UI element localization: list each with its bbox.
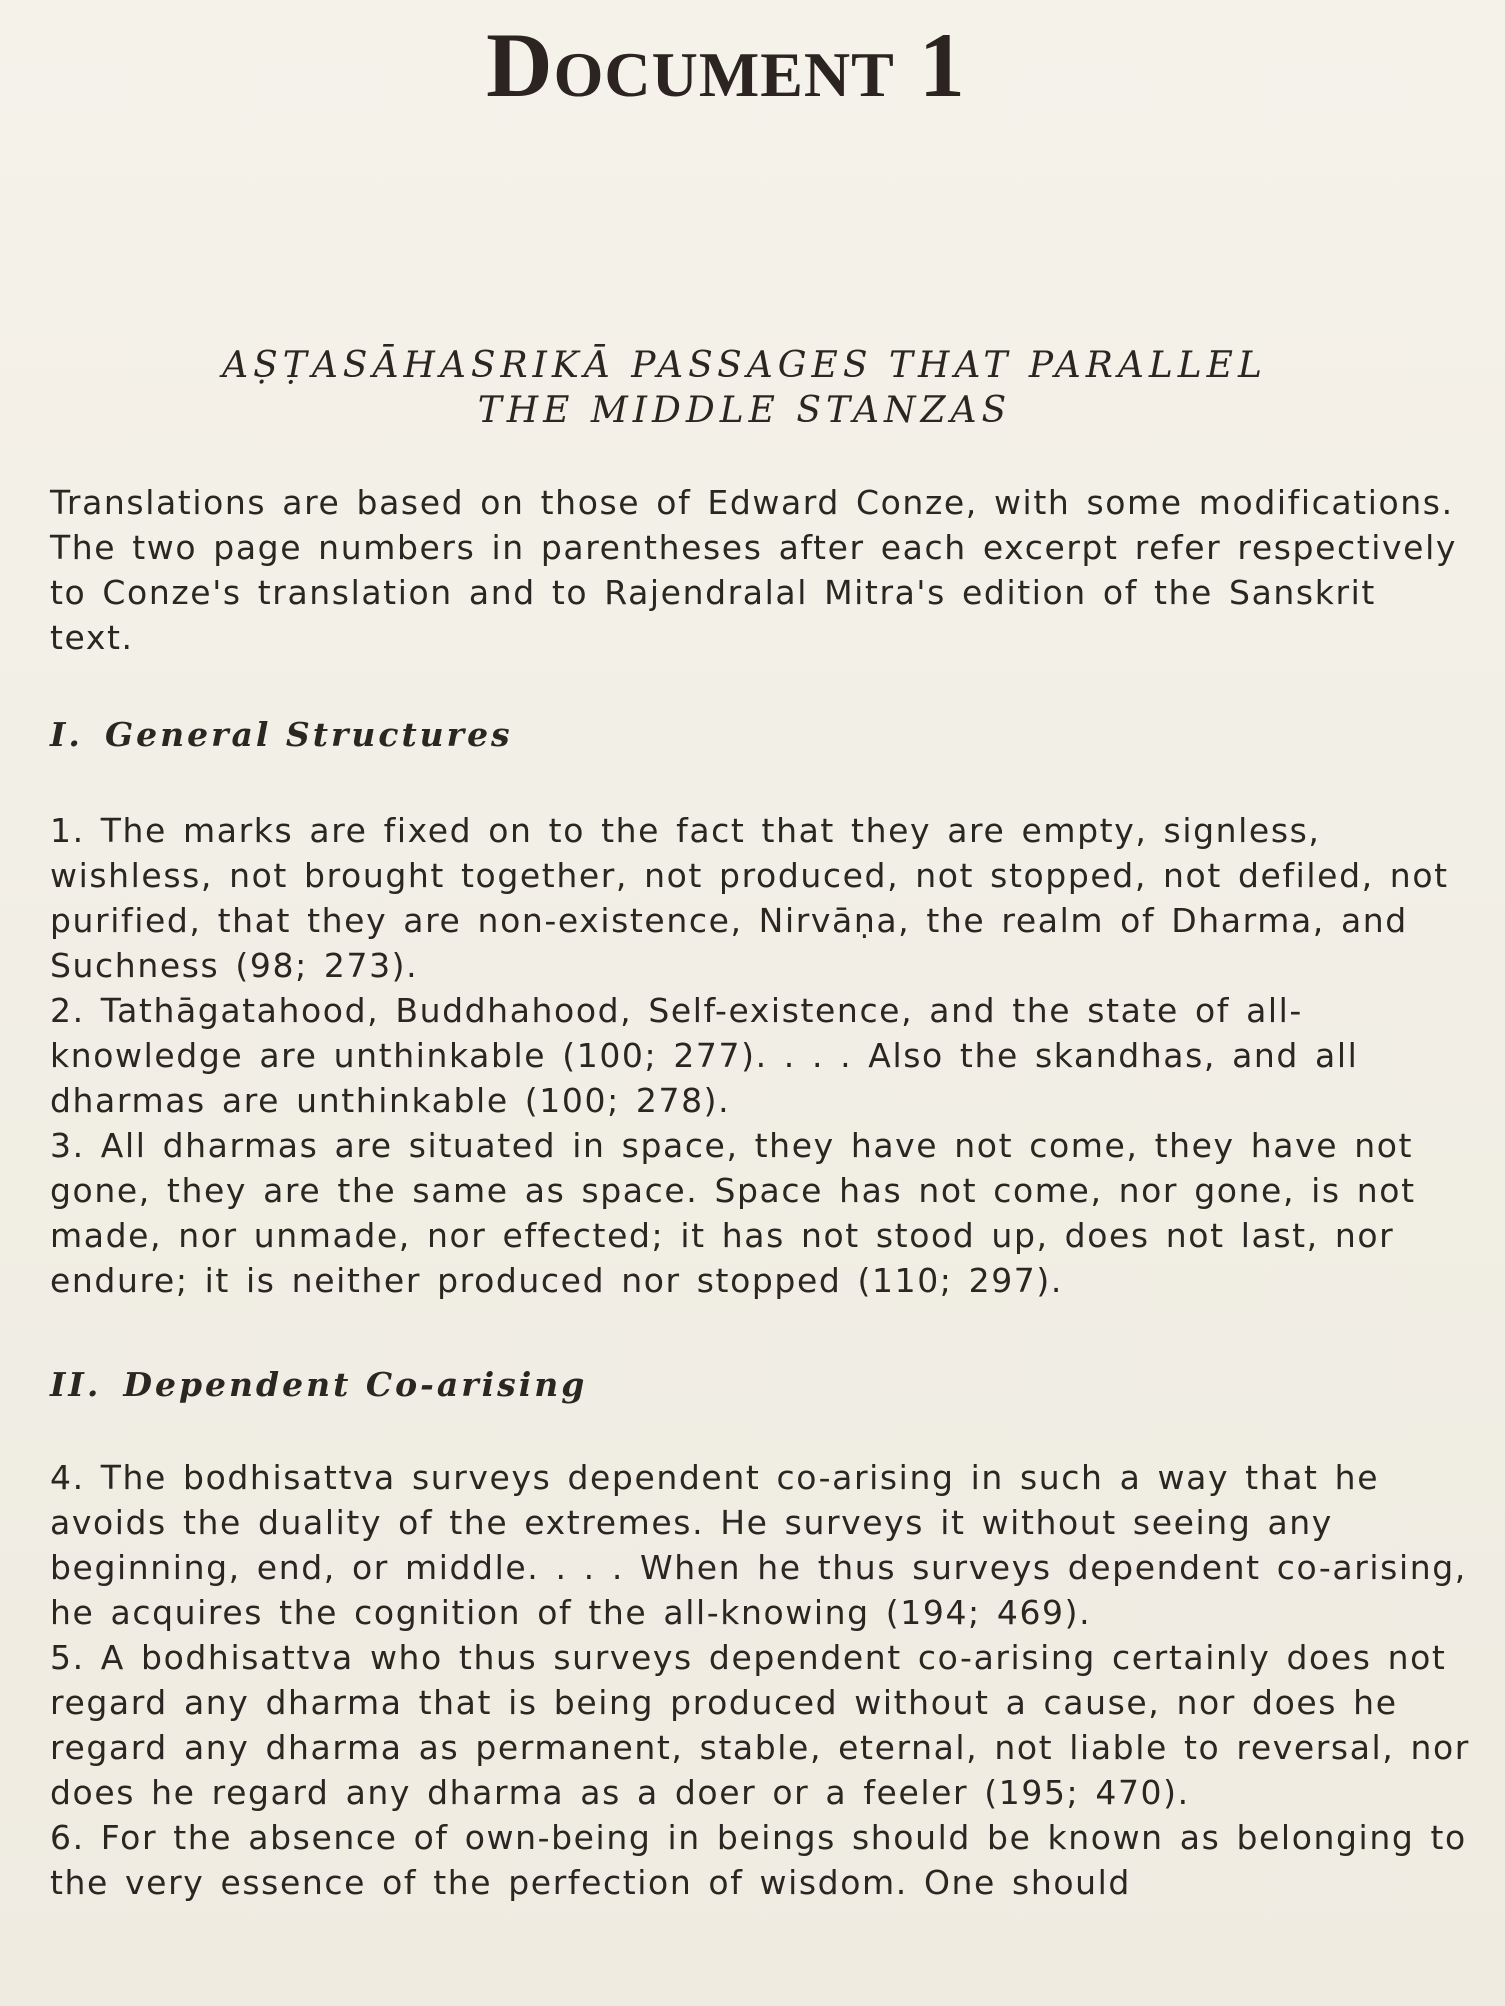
list-item bbox=[50, 988, 1470, 1123]
document-title: Document 1 bbox=[486, 14, 966, 116]
item-number: 2. bbox=[50, 991, 85, 1030]
item-number: 6. bbox=[50, 1818, 85, 1857]
section-heading-general-structures bbox=[50, 715, 513, 754]
item-text: All dharmas are situated in space, they have not come, they have not gone, they are the same as space. Space has not come, nor gone, is not made, nor unmade, nor effected; it has not stood up, does not last, nor endure; it is neither produced nor stopped (110; 297). bbox=[50, 1126, 1416, 1300]
section-heading-dependent-co-arising bbox=[50, 1365, 587, 1404]
section-numeral: II. bbox=[50, 1365, 102, 1404]
section-title: Dependent Co-arising bbox=[123, 1365, 588, 1404]
section-title: General Structures bbox=[104, 715, 513, 754]
item-text: Tathāgatahood, Buddhahood, Self-existence, and the state of all-knowledge are unthinkable (100; 277). . . . Also the skandhas, and all dharmas are unthinkable (100; 278). bbox=[50, 991, 1359, 1120]
item-number: 5. bbox=[50, 1638, 85, 1677]
intro-paragraph: Translations are based on those of Edward Conze, with some modifications. The two page numbers in parentheses after each excerpt refer respectively to Conze's translation and to Rajendralal Mitra's edition of the Sanskrit text. bbox=[50, 483, 1457, 657]
list-item bbox=[50, 1635, 1470, 1815]
item-number: 1. bbox=[50, 811, 85, 850]
list-item bbox=[50, 808, 1470, 988]
subtitle-line-1: AṢṬASĀHASRIKĀ PASSAGES THAT PARALLEL bbox=[222, 345, 1267, 386]
item-text: For the absence of own-being in beings should be known as belonging to the very essence of the perfection of wisdom. One should bbox=[50, 1818, 1467, 1902]
item-text: A bodhisattva who thus surveys dependent co-arising certainly does not regard any dharma that is being produced without a cause, nor does he regard any dharma as permanent, stable, eternal, not liable to reversal, nor does he regard any dharma as a doer or a feeler (195; 470). bbox=[50, 1638, 1470, 1812]
list-item bbox=[50, 1815, 1470, 1905]
item-text: The bodhisattva surveys dependent co-arising in such a way that he avoids the duality of the extremes. He surveys it without seeing any beginning, end, or middle. . . . When he thus surveys dependent co-arising, he acquires the cognition of the all-knowing (194; 469). bbox=[50, 1458, 1467, 1632]
item-text: The marks are fixed on to the fact that they are empty, signless, wishless, not brought together, not produced, not stopped, not defiled, not purified, that they are non-existence, Nirvāṇa, the realm of Dharma, and Suchness (98; 273). bbox=[50, 811, 1449, 985]
section-items-dependent-co-arising bbox=[50, 1455, 1470, 1905]
list-item bbox=[50, 1123, 1470, 1303]
item-number: 4. bbox=[50, 1458, 85, 1497]
item-number: 3. bbox=[50, 1126, 85, 1165]
section-numeral: I. bbox=[50, 715, 83, 754]
subtitle-line-2: THE MIDDLE STANZAS bbox=[477, 390, 1012, 431]
section-items-general-structures bbox=[50, 808, 1470, 1303]
list-item bbox=[50, 1455, 1470, 1635]
